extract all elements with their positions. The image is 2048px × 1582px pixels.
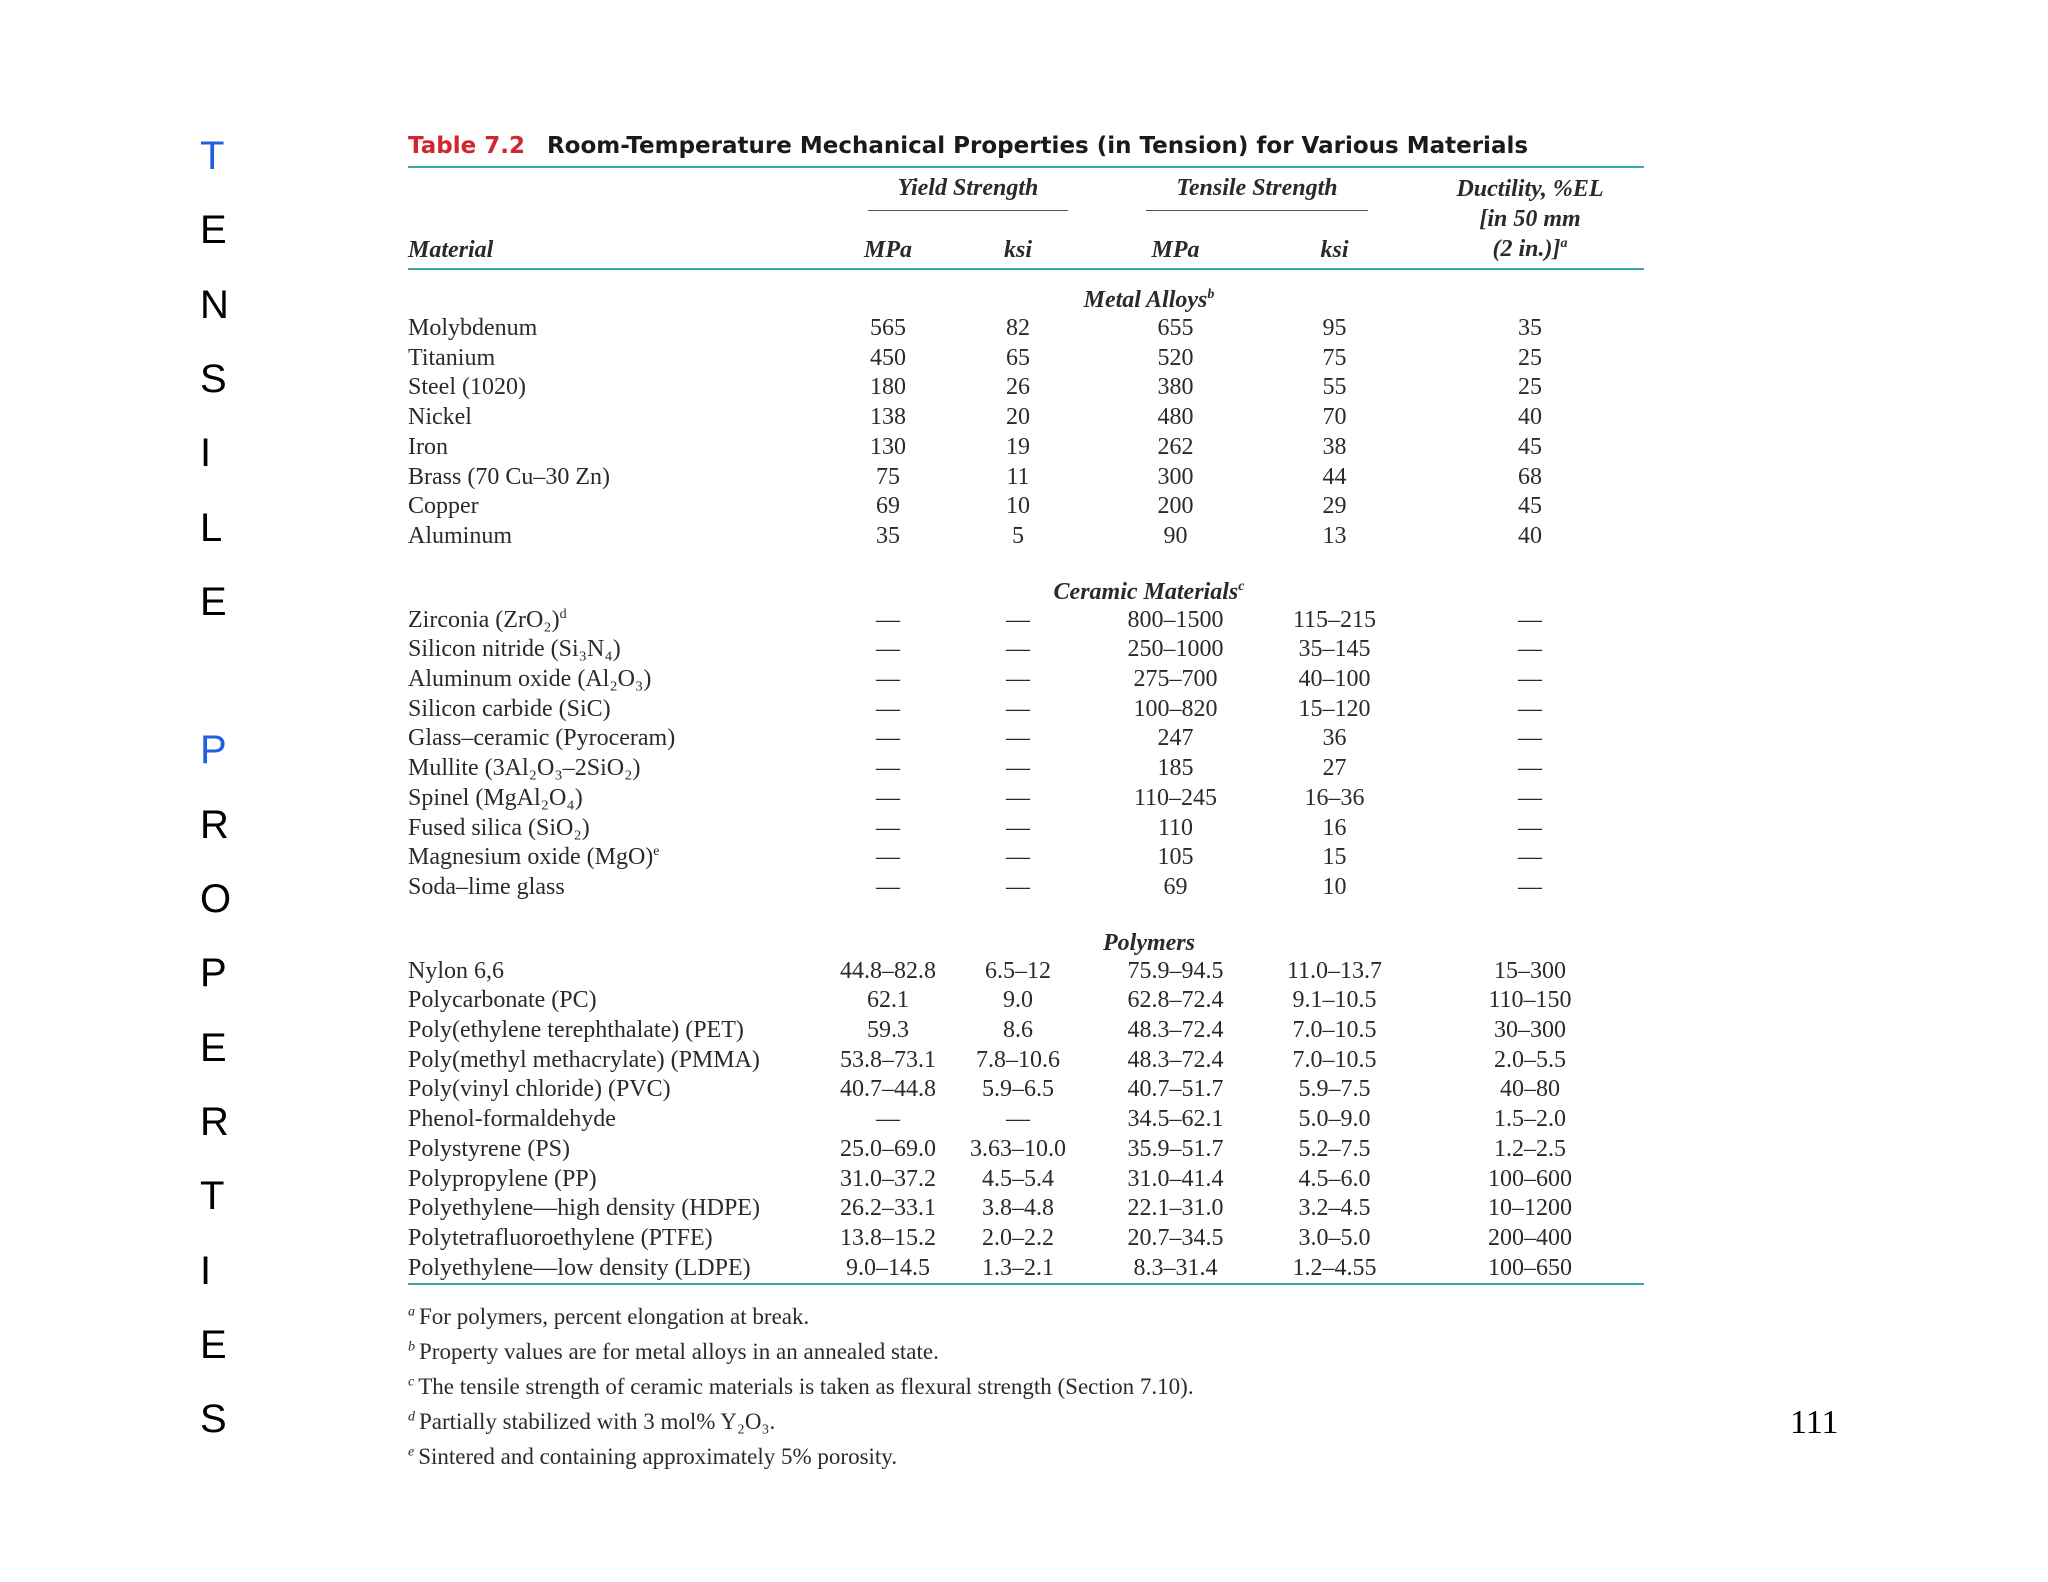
value-cell: 40–80	[1500, 1076, 1560, 1103]
value-cell: 4.5–6.0	[1298, 1165, 1371, 1192]
value-cell: 35–145	[1298, 636, 1371, 663]
table-row	[408, 1194, 1644, 1224]
value-cell: 75	[1322, 344, 1347, 371]
footnote-mark: d	[408, 1409, 415, 1425]
value-cell: 110	[1157, 814, 1194, 841]
material-name-cell: Poly(methyl methacrylate) (PMMA)	[408, 1046, 760, 1073]
table-row	[408, 665, 1644, 695]
value-cell: 62.8–72.4	[1127, 987, 1224, 1014]
yield-mpa-header: MPa	[838, 218, 938, 269]
section-note-mark: c	[1238, 578, 1245, 594]
value-cell: 2.0–5.5	[1494, 1046, 1566, 1073]
section-header	[408, 913, 1644, 957]
material-name-cell: Soda–lime glass	[408, 873, 565, 900]
yield-ksi-header: ksi	[938, 218, 1098, 269]
table-row	[408, 635, 1644, 665]
value-cell: 20.7–34.5	[1127, 1224, 1224, 1251]
value-cell: 275–700	[1133, 666, 1218, 693]
value-cell: 138	[870, 404, 906, 431]
value-cell: —	[1518, 755, 1542, 782]
value-cell: 185	[1157, 755, 1194, 782]
value-cell: —	[876, 695, 900, 722]
value-cell: 565	[870, 315, 906, 341]
value-cell: —	[876, 636, 900, 663]
material-name-cell: Brass (70 Cu–30 Zn)	[408, 463, 610, 490]
value-cell: —	[1006, 755, 1030, 782]
value-cell: 45	[1518, 433, 1542, 460]
value-cell: 26	[1006, 374, 1030, 401]
footnote	[408, 1404, 1644, 1439]
material-name-cell: Aluminum oxide (Al₂O₃)	[408, 666, 652, 693]
footnote	[408, 1369, 1644, 1404]
table-row	[408, 433, 1644, 463]
value-cell: 247	[1157, 725, 1194, 752]
material-name-cell: Poly(vinyl chloride) (PVC)	[408, 1076, 671, 1103]
table-row	[408, 314, 1644, 344]
value-cell: 3.63–10.0	[970, 1135, 1066, 1162]
side-title-letter: R	[200, 1099, 229, 1144]
value-cell: 1.2–2.5	[1494, 1135, 1566, 1162]
value-cell: 5.2–7.5	[1298, 1135, 1371, 1162]
side-title-letter: P	[200, 951, 227, 996]
material-name-cell: Magnesium oxide (MgO)$^e$	[408, 844, 660, 871]
value-cell: —	[876, 814, 900, 841]
value-cell: 655	[1157, 315, 1194, 341]
side-title-letter: S	[200, 356, 227, 401]
material-name-cell: Polycarbonate (PC)	[408, 987, 597, 1014]
value-cell: —	[876, 606, 900, 633]
value-cell: 70	[1322, 404, 1347, 431]
value-cell: 40	[1518, 404, 1542, 431]
value-cell: 7.0–10.5	[1292, 1046, 1377, 1073]
table-row	[408, 957, 1644, 987]
value-cell: 5.9–6.5	[982, 1076, 1054, 1103]
footnote-mark: b	[408, 1339, 415, 1355]
value-cell: —	[1518, 784, 1542, 811]
value-cell: 13.8–15.2	[840, 1224, 936, 1251]
value-cell: 9.0	[1003, 987, 1033, 1014]
value-cell: 48.3–72.4	[1127, 1046, 1224, 1073]
value-cell: 130	[870, 433, 906, 460]
value-cell: 75.9–94.5	[1127, 957, 1224, 984]
material-name-cell: Mullite (3Al₂O₃–2SiO₂)	[408, 755, 641, 782]
table-row	[408, 1105, 1644, 1135]
footnote-text: Sintered and containing approximately 5% porosity.	[418, 1444, 898, 1470]
table-row	[408, 695, 1644, 725]
value-cell: —	[1006, 873, 1030, 900]
value-cell: 10–1200	[1488, 1195, 1572, 1222]
value-cell: 16	[1322, 814, 1347, 841]
value-cell: 35	[1518, 315, 1542, 341]
value-cell: 34.5–62.1	[1127, 1106, 1224, 1133]
value-cell: —	[1518, 695, 1542, 722]
value-cell: 9.1–10.5	[1292, 987, 1377, 1014]
tensile-mpa-header: MPa	[1098, 218, 1253, 269]
table-container	[408, 126, 1644, 1474]
value-cell: 82	[1006, 315, 1030, 341]
value-cell: 100–650	[1416, 1254, 1644, 1285]
material-name-cell: Polytetrafluoroethylene (PTFE)	[408, 1224, 713, 1251]
value-cell: 48.3–72.4	[1127, 1017, 1224, 1044]
value-cell: 300	[1157, 463, 1194, 490]
side-title-letter: N	[200, 282, 229, 327]
value-cell: —	[1518, 844, 1542, 871]
material-name-cell: Steel (1020)	[408, 374, 526, 401]
material-name-cell: Fused silica (SiO₂)	[408, 814, 590, 841]
value-cell: 100–600	[1488, 1165, 1572, 1192]
value-cell: 15–120	[1298, 695, 1371, 722]
table-row	[408, 1135, 1644, 1165]
table-row	[408, 344, 1644, 374]
value-cell: 69	[876, 493, 900, 520]
value-cell: 520	[1157, 344, 1194, 371]
footnote-text: Partially stabilized with 3 mol% Y₂O₃.	[419, 1409, 776, 1435]
value-cell: 2.0–2.2	[982, 1224, 1054, 1251]
value-cell: —	[1006, 784, 1030, 811]
side-title-letter: E	[200, 208, 227, 253]
table-body	[408, 269, 1644, 1284]
table-row	[408, 492, 1644, 522]
value-cell: 1.3–2.1	[938, 1254, 1098, 1285]
value-cell: 800–1500	[1127, 606, 1224, 633]
value-cell: 30–300	[1494, 1017, 1566, 1044]
side-title-letter: L	[200, 505, 223, 550]
value-cell: 3.8–4.8	[982, 1195, 1054, 1222]
side-title-letter: O	[200, 877, 232, 921]
section-label: Polymers	[1103, 929, 1195, 956]
footnote-text: For polymers, percent elongation at break.	[419, 1304, 810, 1330]
table-row	[408, 1254, 1644, 1285]
value-cell: —	[1006, 1106, 1030, 1133]
table-row	[408, 1046, 1644, 1076]
table-row	[408, 784, 1644, 814]
side-title-letter: T	[200, 134, 225, 178]
material-name-cell: Phenol-formaldehyde	[408, 1106, 616, 1133]
table-row	[408, 1165, 1644, 1195]
value-cell: 110–245	[1133, 784, 1218, 811]
tensile-ksi-header: ksi	[1253, 218, 1416, 269]
value-cell: 450	[870, 344, 906, 371]
side-title-letter: I	[200, 1248, 212, 1293]
value-cell: 25	[1518, 374, 1542, 401]
material-name-cell: Nylon 6,6	[408, 957, 504, 984]
value-cell: 53.8–73.1	[840, 1046, 936, 1073]
material-name-cell: Polystyrene (PS)	[408, 1135, 570, 1162]
value-cell: 95	[1322, 315, 1347, 341]
value-cell: 40	[1518, 522, 1542, 549]
table-row	[408, 873, 1644, 903]
value-cell: —	[1518, 666, 1542, 693]
page-number: 111	[1790, 1404, 1839, 1441]
value-cell: 15–300	[1494, 957, 1566, 984]
value-cell: 20	[1006, 404, 1030, 431]
value-cell: 115–215	[1292, 606, 1377, 633]
table-row	[408, 1016, 1644, 1046]
value-cell: 69	[1163, 873, 1188, 900]
value-cell: 1.2–4.55	[1253, 1254, 1416, 1285]
value-cell: 11	[1006, 463, 1030, 490]
value-cell: —	[1006, 666, 1030, 693]
value-cell: 262	[1157, 433, 1194, 460]
side-title-letter: E	[200, 1322, 227, 1367]
value-cell: 65	[1006, 344, 1030, 371]
value-cell: —	[876, 873, 900, 900]
value-cell: —	[1518, 606, 1542, 633]
value-cell: 110–150	[1488, 987, 1572, 1014]
table-number: Table 7.2	[408, 133, 525, 159]
value-cell: 15	[1322, 844, 1347, 871]
value-cell: 5.9–7.5	[1298, 1076, 1371, 1103]
value-cell: —	[1006, 695, 1030, 722]
row-note-mark: d	[559, 606, 567, 622]
section-header	[408, 269, 1644, 314]
footnote	[408, 1299, 1644, 1334]
value-cell: 5.0–9.0	[1298, 1106, 1371, 1133]
value-cell: 200–400	[1488, 1224, 1572, 1251]
value-cell: 3.2–4.5	[1298, 1195, 1371, 1222]
value-cell: 16–36	[1304, 784, 1365, 811]
material-name-cell: Polyethylene—high density (HDPE)	[408, 1195, 760, 1222]
value-cell: 62.1	[867, 987, 909, 1014]
value-cell: —	[876, 725, 900, 752]
material-name-cell: Aluminum	[408, 522, 513, 549]
table-row	[408, 814, 1644, 844]
value-cell: 25.0–69.0	[840, 1135, 936, 1162]
value-cell: 35	[876, 522, 900, 549]
value-cell: 380	[1157, 374, 1194, 401]
value-cell: 19	[1006, 433, 1030, 460]
side-title-letter: E	[200, 579, 227, 624]
material-header: Material	[408, 218, 838, 269]
footnote-text: The tensile strength of ceramic materials is taken as flexural strength (Section 7.10).	[418, 1374, 1194, 1400]
value-cell: 7.0–10.5	[1292, 1017, 1377, 1044]
value-cell: 40.7–44.8	[840, 1076, 936, 1103]
value-cell: 25	[1518, 344, 1542, 371]
footnote-mark: a	[408, 1304, 415, 1320]
footnote-text: Property values are for metal alloys in an annealed state.	[419, 1339, 939, 1365]
value-cell: 200	[1157, 493, 1194, 520]
section-label: Metal Alloys	[1083, 287, 1208, 313]
value-cell: 59.3	[867, 1017, 909, 1044]
value-cell: 44.8–82.8	[840, 957, 936, 984]
material-name-cell: Zirconia $(ZrO_2)^d$	[408, 606, 567, 633]
side-title-letter: T	[200, 1174, 225, 1219]
table-row	[408, 754, 1644, 784]
value-cell: 100–820	[1133, 695, 1218, 722]
material-name-cell: Iron	[408, 433, 448, 460]
material-name-cell: Spinel (MgAl₂O₄)	[408, 784, 583, 811]
value-cell: 26.2–33.1	[840, 1195, 936, 1222]
value-cell: —	[876, 784, 900, 811]
value-cell: —	[1518, 873, 1542, 900]
value-cell: 29	[1322, 493, 1347, 520]
material-name-cell: Copper	[408, 493, 479, 520]
value-cell: 10	[1322, 873, 1347, 900]
value-cell: 35.9–51.7	[1127, 1135, 1224, 1162]
footnotes	[408, 1299, 1644, 1474]
value-cell: 1.5–2.0	[1494, 1106, 1566, 1133]
value-cell: —	[876, 1106, 900, 1133]
section-label: Ceramic Materials	[1053, 578, 1239, 605]
material-name-cell: Polyethylene—low density (LDPE)	[408, 1254, 838, 1285]
value-cell: 90	[1163, 522, 1188, 549]
value-cell: 4.5–5.4	[982, 1165, 1054, 1192]
value-cell: 36	[1322, 725, 1347, 752]
value-cell: 27	[1322, 755, 1347, 782]
value-cell: 44	[1322, 463, 1347, 490]
table-row	[408, 373, 1644, 403]
side-title-letter: E	[200, 1025, 227, 1070]
side-title-letter: R	[200, 802, 229, 847]
tensile-strength-header: Tensile Strength	[1098, 168, 1416, 218]
value-cell: —	[876, 666, 900, 693]
value-cell: 31.0–41.4	[1127, 1165, 1224, 1192]
side-title-letter: I	[200, 431, 212, 476]
table-row	[408, 986, 1644, 1016]
value-cell: —	[1006, 725, 1030, 752]
table-row	[408, 843, 1644, 873]
yield-strength-header: Yield Strength	[838, 168, 1098, 218]
value-cell: 75	[876, 463, 900, 490]
value-cell: 9.0–14.5	[838, 1254, 938, 1285]
value-cell: —	[1006, 606, 1030, 633]
footnote	[408, 1334, 1644, 1369]
section-header	[408, 562, 1644, 606]
material-name-cell: Glass–ceramic (Pyroceram)	[408, 725, 676, 752]
value-cell: 55	[1322, 374, 1347, 401]
value-cell: 5	[1012, 522, 1024, 549]
value-cell: 40–100	[1298, 666, 1371, 693]
value-cell: 31.0–37.2	[840, 1165, 936, 1192]
value-cell: 6.5–12	[985, 957, 1051, 984]
side-title-letter: P	[200, 728, 227, 773]
value-cell: —	[1006, 844, 1030, 871]
table-row	[408, 1075, 1644, 1105]
value-cell: 13	[1322, 522, 1347, 549]
value-cell: —	[1006, 814, 1030, 841]
value-cell: 480	[1157, 404, 1194, 431]
value-cell: —	[1518, 636, 1542, 663]
table-row	[408, 403, 1644, 433]
value-cell: 8.3–31.4	[1098, 1254, 1253, 1285]
material-name-cell: Poly(ethylene terephthalate) (PET)	[408, 1017, 744, 1044]
footnote	[408, 1439, 1644, 1474]
value-cell: 45	[1518, 493, 1542, 520]
material-name-cell: Molybdenum	[408, 315, 538, 341]
value-cell: —	[1518, 814, 1542, 841]
value-cell: 8.6	[1003, 1017, 1033, 1044]
footnote-mark: e	[408, 1444, 415, 1460]
value-cell: 105	[1157, 844, 1194, 871]
value-cell: —	[1518, 725, 1542, 752]
table-row	[408, 522, 1644, 552]
value-cell: 68	[1518, 463, 1542, 490]
value-cell: 250–1000	[1127, 636, 1224, 663]
section-note-mark: b	[1207, 287, 1215, 302]
properties-table	[408, 168, 1644, 1285]
value-cell: —	[1006, 636, 1030, 663]
row-note-mark: e	[653, 844, 660, 860]
material-name-cell: Titanium	[408, 344, 496, 371]
ductility-header: Ductility, %EL [in 50 mm (2 in.)]$^a$	[1416, 168, 1644, 269]
value-cell: —	[876, 755, 900, 782]
value-cell: —	[876, 844, 900, 871]
side-title-letter: S	[200, 1397, 227, 1442]
value-cell: 10	[1006, 493, 1030, 520]
value-cell: 22.1–31.0	[1127, 1195, 1224, 1222]
material-name-cell: Silicon carbide (SiC)	[408, 695, 611, 722]
table-row	[408, 724, 1644, 754]
footnote-mark: c	[408, 1374, 415, 1390]
table-title: Room-Temperature Mechanical Properties (in Tension) for Various Materials	[546, 133, 1529, 159]
value-cell: 38	[1322, 433, 1347, 460]
table-row	[408, 1224, 1644, 1254]
value-cell: 11.0–13.7	[1286, 957, 1383, 984]
value-cell: 180	[870, 374, 906, 401]
value-cell: 3.0–5.0	[1298, 1224, 1371, 1251]
table-row	[408, 606, 1644, 636]
material-name-cell: Polypropylene (PP)	[408, 1165, 597, 1192]
material-name-cell: Silicon nitride (Si₃N₄)	[408, 636, 621, 663]
material-name-cell: Nickel	[408, 404, 472, 431]
value-cell: 7.8–10.6	[976, 1046, 1060, 1073]
table-caption	[408, 126, 1644, 166]
value-cell: 40.7–51.7	[1127, 1076, 1224, 1103]
table-row	[408, 463, 1644, 493]
